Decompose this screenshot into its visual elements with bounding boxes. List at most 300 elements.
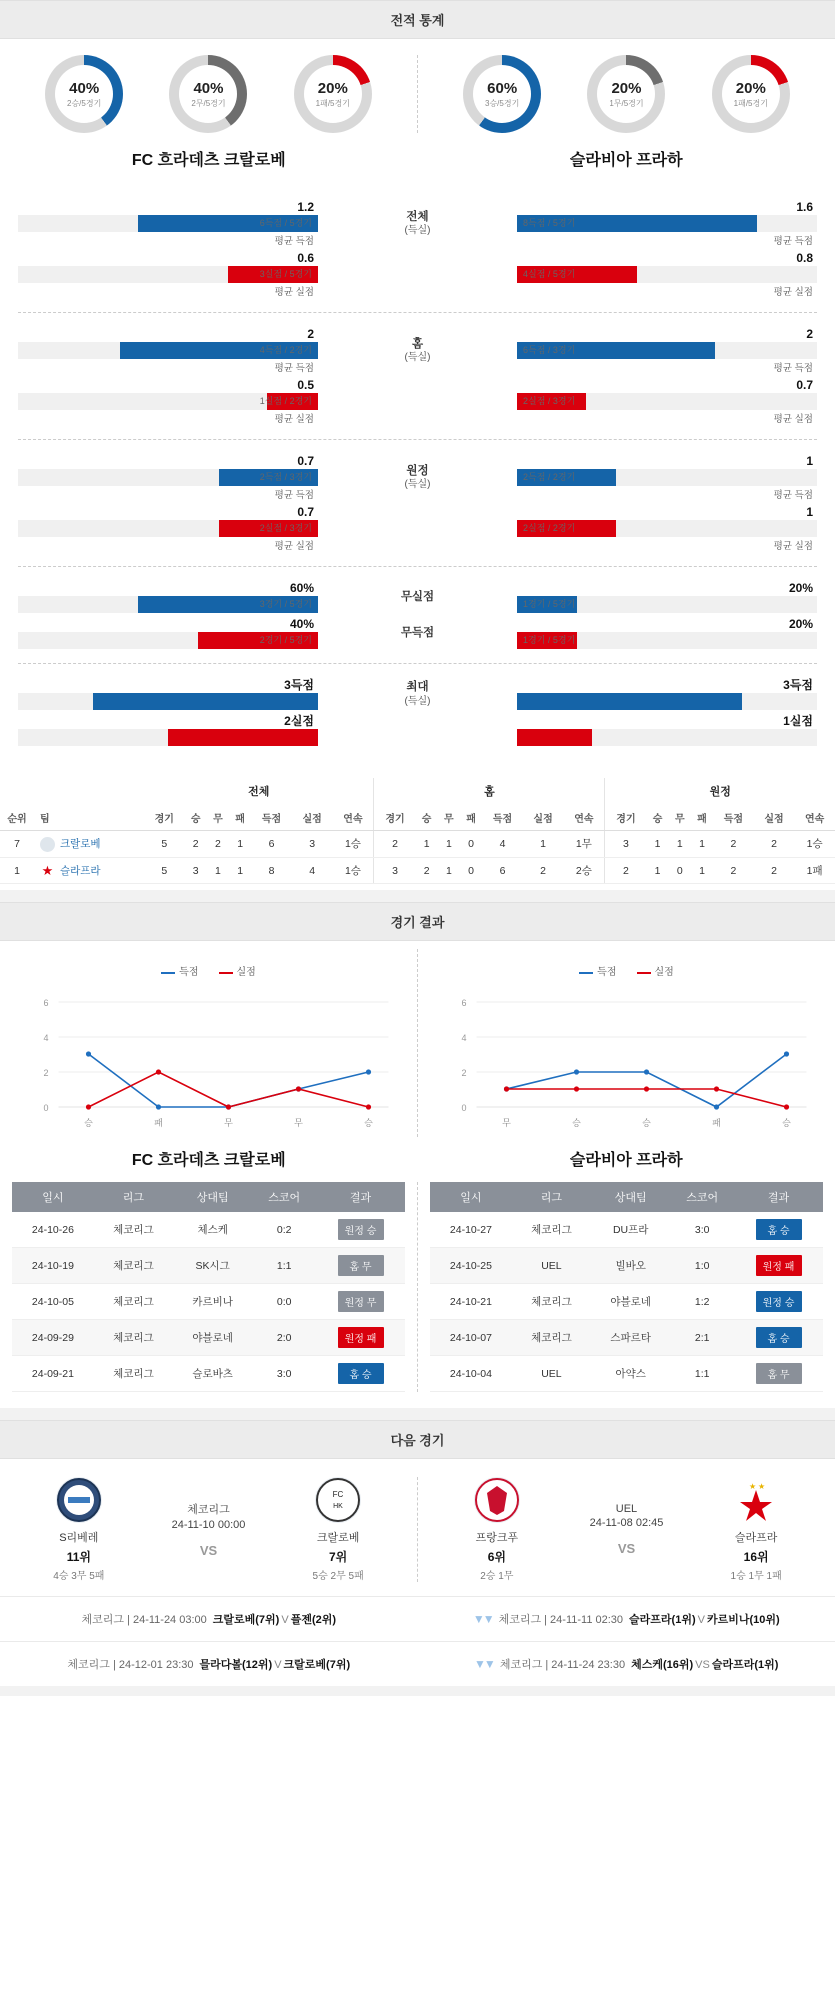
- next-away-team[interactable]: ★ ★ 슬라프라 16위 1승 1무 1패: [696, 1477, 816, 1582]
- cell-league: 체코리그: [94, 1320, 173, 1356]
- svg-text:무: 무: [224, 1118, 233, 1129]
- cell-score: 0:0: [252, 1284, 316, 1320]
- cell: 4: [292, 857, 333, 884]
- cmp-right: [517, 327, 817, 374]
- upcoming-away: 크랄로베(7위): [283, 1659, 351, 1672]
- cmp-caption: 평균 득점: [274, 236, 314, 247]
- cmp-bar-label: 6득점 / 3경기: [523, 345, 576, 355]
- cmp-group-overall: [18, 186, 817, 312]
- cell: 2: [754, 831, 795, 858]
- cell: 2: [416, 857, 438, 884]
- standings-table-wrap: [0, 768, 835, 890]
- col-result: 결과: [316, 1182, 405, 1212]
- svg-text:무: 무: [502, 1118, 511, 1129]
- cmp-right: [517, 581, 817, 613]
- col-date: 일시: [12, 1182, 94, 1212]
- svg-text:패: 패: [712, 1118, 721, 1129]
- cell: 0: [669, 857, 691, 884]
- donut-sub: 1패/5경기: [315, 98, 350, 108]
- cmp-left: [18, 454, 318, 501]
- next-home-team[interactable]: 프랑크푸 6위 2승 1무: [437, 1477, 557, 1582]
- upcoming-right[interactable]: [418, 1611, 835, 1627]
- cmp-value: 2: [307, 327, 314, 341]
- cell-date: 24-10-26: [12, 1212, 94, 1248]
- cmp-bar-track: [517, 393, 817, 410]
- svg-text:FC: FC: [332, 1490, 344, 1500]
- team-name-row: [0, 137, 835, 186]
- cmp-group-cleansheet: [18, 566, 817, 663]
- cmp-value: 0.7: [297, 505, 314, 519]
- cmp-caption: 평균 득점: [773, 363, 813, 374]
- cmp-bar-track: [18, 266, 318, 283]
- cmp-caption: 평균 득점: [274, 490, 314, 501]
- cmp-group-home: [18, 312, 817, 439]
- cell-date: 24-09-21: [12, 1356, 94, 1392]
- cell: 3: [292, 831, 333, 858]
- upcoming-meta: 체코리그 | 24-12-01 23:30: [67, 1659, 194, 1672]
- cell: 1: [416, 831, 438, 858]
- cell-opponent: 야블로네: [173, 1320, 252, 1356]
- cell: 5: [144, 831, 185, 858]
- cmp-value: 0.5: [297, 378, 314, 392]
- cell: 1: [646, 831, 668, 858]
- cmp-bar-label: 1실점 / 2경기: [259, 396, 312, 406]
- legend-item-conceded: 실점: [219, 963, 256, 978]
- list-item[interactable]: [12, 1320, 405, 1356]
- list-item[interactable]: [430, 1212, 823, 1248]
- cell-result: [734, 1212, 823, 1248]
- cmp-value: 0.7: [796, 378, 813, 392]
- donut-sub: 2무/5경기: [191, 98, 226, 108]
- col-home-l: 패: [460, 805, 482, 831]
- cell-date: 24-10-19: [12, 1248, 94, 1284]
- cell-opponent: 아약스: [591, 1356, 670, 1392]
- cmp-value: 2실점: [284, 714, 314, 728]
- cell: 2승: [563, 857, 605, 884]
- cmp-bar-label: 1경기 / 5경기: [523, 635, 576, 645]
- cell-opponent: SK시그: [173, 1248, 252, 1284]
- cmp-mid-label: 최대 (득실): [404, 681, 431, 707]
- list-item[interactable]: [430, 1356, 823, 1392]
- svg-text:승: 승: [642, 1118, 651, 1129]
- cmp-right: [517, 454, 817, 501]
- cell-date: 24-10-05: [12, 1284, 94, 1320]
- chevron-down-icon: ▼▼: [472, 1612, 493, 1627]
- team-cell[interactable]: [34, 857, 144, 884]
- cell: 8: [251, 857, 292, 884]
- svg-text:패: 패: [154, 1118, 163, 1129]
- col-score: 스코어: [252, 1182, 316, 1212]
- team-cell[interactable]: [34, 831, 144, 858]
- upcoming-match: [213, 1611, 336, 1627]
- cmp-bar-track: [517, 693, 817, 710]
- cell: 1승: [332, 857, 374, 884]
- cmp-caption: 평균 실점: [773, 287, 813, 298]
- cmp-bar-label: 3경기 / 5경기: [259, 599, 312, 609]
- cell: 2: [605, 857, 647, 884]
- donut-group-away: [418, 55, 835, 133]
- cell: 1: [207, 857, 229, 884]
- shield-icon: [40, 837, 55, 852]
- cmp-value: 1.6: [796, 200, 813, 214]
- cmp-value: 0.6: [297, 251, 314, 265]
- cell-score: 3:0: [252, 1356, 316, 1392]
- svg-text:승: 승: [364, 1118, 373, 1129]
- status-badge: 원정 승: [756, 1291, 802, 1312]
- cell: 0: [460, 831, 482, 858]
- cmp-bar-track: [517, 342, 817, 359]
- cmp-right: [517, 200, 817, 247]
- cell: 3: [185, 857, 207, 884]
- upcoming-right[interactable]: [418, 1656, 835, 1672]
- cell-score: 0:2: [252, 1212, 316, 1248]
- upcoming-vs: V: [274, 1659, 282, 1672]
- result-team-away: 슬라비아 프라하: [569, 1152, 683, 1170]
- cmp-left: [18, 505, 318, 552]
- cmp-bar-track: [18, 469, 318, 486]
- cmp-caption: 평균 실점: [274, 541, 314, 552]
- col-all-gf: 득점: [251, 805, 292, 831]
- cmp-left: [18, 327, 318, 374]
- cmp-left: [18, 714, 318, 746]
- cmp-left: [18, 678, 318, 710]
- col-rank: 순위: [0, 805, 34, 831]
- match-table-away-wrap: [418, 1182, 835, 1392]
- donut-sub: 3승/5경기: [485, 98, 520, 108]
- upcoming-left[interactable]: [0, 1611, 418, 1627]
- col-home-w: 승: [416, 805, 438, 831]
- donut-group-home: [0, 55, 417, 133]
- cmp-bar-label: 2실점 / 2경기: [523, 523, 576, 533]
- star-icon: ★: [41, 863, 54, 879]
- cmp-left: [18, 617, 318, 649]
- upcoming-match: [199, 1656, 350, 1672]
- cell-result: [316, 1212, 405, 1248]
- list-item[interactable]: [12, 1248, 405, 1284]
- upcoming-row[interactable]: [0, 1596, 835, 1641]
- cmp-value: 0.8: [796, 251, 813, 265]
- upcoming-left[interactable]: [0, 1656, 418, 1672]
- list-item[interactable]: [430, 1248, 823, 1284]
- line-chart-away: [428, 982, 825, 1132]
- table-row[interactable]: [0, 857, 835, 884]
- cell-opponent: 야블로네: [591, 1284, 670, 1320]
- cell: 1: [523, 831, 564, 858]
- cmp-value: 1: [806, 505, 813, 519]
- cmp-bar-track: [18, 693, 318, 710]
- svg-text:HK: HK: [333, 1503, 344, 1511]
- section-header-next: 다음 경기: [0, 1420, 835, 1459]
- cmp-group-max: [18, 663, 817, 760]
- cell: 4: [482, 831, 523, 858]
- cell: 3: [605, 831, 647, 858]
- cell: 2: [523, 857, 564, 884]
- donut-home-draw: [169, 55, 247, 133]
- cell: 1: [669, 831, 691, 858]
- donut-sub: 1무/5경기: [609, 98, 644, 108]
- col-league: 리그: [512, 1182, 591, 1212]
- cell-score: 1:1: [670, 1356, 734, 1392]
- cmp-bar-track: [517, 215, 817, 232]
- match-table-home-wrap: [0, 1182, 417, 1392]
- svg-text:무: 무: [294, 1118, 303, 1129]
- cmp-value: 40%: [289, 617, 314, 631]
- team-name-away: 슬라비아 프라하: [569, 152, 683, 169]
- cmp-caption: 평균 실점: [274, 414, 314, 425]
- cell: 6: [482, 857, 523, 884]
- cell-opponent: DU프라: [591, 1212, 670, 1248]
- col-away-streak: 연속: [794, 805, 835, 831]
- cell-date: 24-10-25: [430, 1248, 512, 1284]
- upcoming-away: 슬라프라(1위): [711, 1659, 779, 1672]
- status-badge: 홈 승: [756, 1327, 802, 1348]
- team-label: 슬라프라: [60, 864, 101, 877]
- cmp-left: [18, 200, 318, 247]
- cmp-right: [517, 714, 817, 746]
- cell: 1: [229, 831, 251, 858]
- upcoming-match: [631, 1656, 778, 1672]
- cmp-value: 3득점: [783, 678, 813, 692]
- cmp-value: 3득점: [284, 678, 314, 692]
- list-item[interactable]: [430, 1284, 823, 1320]
- cmp-caption: 평균 실점: [773, 541, 813, 552]
- col-away-l: 패: [691, 805, 713, 831]
- legend: [428, 955, 825, 982]
- col-all-l: 패: [229, 805, 251, 831]
- cell: 2: [185, 831, 207, 858]
- cell: 3: [374, 857, 416, 884]
- cmp-bar-label: 2실점 / 3경기: [259, 523, 312, 533]
- svg-text:4: 4: [43, 1033, 49, 1044]
- cmp-value: 2: [806, 327, 813, 341]
- footer-gap: [0, 1686, 835, 1696]
- cell: 2: [713, 831, 754, 858]
- result-chart-home: [0, 949, 417, 1137]
- cell-opponent: 체스케: [173, 1212, 252, 1248]
- cell: 6: [251, 831, 292, 858]
- cmp-bar-label: 6득점 / 5경기: [259, 218, 312, 228]
- list-item[interactable]: [430, 1320, 823, 1356]
- cell-league: 체코리그: [94, 1212, 173, 1248]
- upcoming-meta: 체코리그 | 24-11-24 23:30: [499, 1659, 626, 1672]
- cmp-bar-label: 2득점 / 2경기: [523, 472, 576, 482]
- cell: 1: [438, 831, 460, 858]
- status-badge: 원정 승: [338, 1219, 384, 1240]
- cmp-right: [517, 251, 817, 298]
- cmp-bar-track: [517, 729, 817, 746]
- cell-league: 체코리그: [512, 1320, 591, 1356]
- standings-group-away: 원정: [605, 778, 835, 805]
- cell-score: 3:0: [670, 1212, 734, 1248]
- donut-pct: 20%: [735, 79, 766, 97]
- cell: 2: [207, 831, 229, 858]
- next-matches: [0, 1459, 835, 1596]
- slavia-crest-icon: [733, 1477, 779, 1523]
- cmp-bar-track: [18, 632, 318, 649]
- cell: 5: [144, 857, 185, 884]
- list-item[interactable]: [12, 1212, 405, 1248]
- cmp-mid-label: 원정 (득실): [404, 464, 431, 491]
- cmp-bar-track: [517, 266, 817, 283]
- col-home-gf: 득점: [482, 805, 523, 831]
- match-table-away: [430, 1182, 823, 1392]
- cmp-left: [18, 378, 318, 425]
- cell-opponent: 카르비나: [173, 1284, 252, 1320]
- col-all-gp: 경기: [144, 805, 185, 831]
- cmp-right: [517, 505, 817, 552]
- cmp-caption: 평균 득점: [773, 236, 813, 247]
- comparison-bars: [0, 186, 835, 768]
- cmp-right: [517, 678, 817, 710]
- cell-score: 2:0: [252, 1320, 316, 1356]
- svg-text:6: 6: [43, 998, 49, 1009]
- cell-date: 24-10-04: [430, 1356, 512, 1392]
- cmp-mid-label: 전체 (득실): [404, 210, 431, 237]
- cmp-bar-label: 2경기 / 5경기: [259, 635, 312, 645]
- cell-score: 1:1: [252, 1248, 316, 1284]
- donut-away-win: [463, 55, 541, 133]
- band-gap: [0, 890, 835, 902]
- donut-away-draw: [587, 55, 665, 133]
- col-home-gp: 경기: [374, 805, 416, 831]
- cmp-bar-track: [517, 596, 817, 613]
- cell-result: [734, 1248, 823, 1284]
- donut-pct: 60%: [487, 79, 518, 97]
- standings-table: [0, 778, 835, 884]
- cmp-mid-label: 홈 (득실): [404, 337, 431, 364]
- upcoming-home: 믈라다볼(12위): [199, 1659, 273, 1672]
- upcoming-vs: V: [281, 1614, 289, 1627]
- col-home-streak: 연속: [563, 805, 605, 831]
- cmp-value: 20%: [788, 581, 813, 595]
- col-away-gp: 경기: [605, 805, 647, 831]
- liberec-crest-icon: [56, 1477, 102, 1523]
- col-away-w: 승: [646, 805, 668, 831]
- donut-pct: 40%: [69, 79, 100, 97]
- match-table-home: [12, 1182, 405, 1392]
- svg-text:2: 2: [461, 1068, 467, 1079]
- cell-league: 체코리그: [94, 1356, 173, 1392]
- standings-group-all: 전체: [248, 786, 270, 798]
- section-header-stats: 전적 통계: [0, 0, 835, 39]
- cmp-caption: 평균 득점: [773, 490, 813, 501]
- cell-score: 1:2: [670, 1284, 734, 1320]
- next-match-info: 체코리그 24-11-10 00:00 VS: [171, 1504, 246, 1559]
- cell: 1무: [563, 831, 605, 858]
- cell-result: [316, 1248, 405, 1284]
- cell-league: 체코리그: [94, 1248, 173, 1284]
- cmp-left: [18, 251, 318, 298]
- col-all-ga: 실점: [292, 805, 333, 831]
- cell-date: 24-09-29: [12, 1320, 94, 1356]
- col-team: 팀: [34, 805, 144, 831]
- svg-text:2: 2: [43, 1068, 49, 1079]
- col-result: 결과: [734, 1182, 823, 1212]
- cell-date: 24-10-07: [430, 1320, 512, 1356]
- list-item[interactable]: [12, 1356, 405, 1392]
- table-row[interactable]: [0, 831, 835, 858]
- col-away-gf: 득점: [713, 805, 754, 831]
- cell-league: 체코리그: [512, 1212, 591, 1248]
- upcoming-vs: VS: [695, 1659, 710, 1672]
- cmp-bar-label: 8득점 / 5경기: [523, 218, 576, 228]
- col-away-ga: 실점: [754, 805, 795, 831]
- cell-result: [316, 1356, 405, 1392]
- chevron-down-icon: ▼▼: [474, 1657, 494, 1672]
- list-item[interactable]: [12, 1284, 405, 1320]
- next-home-team[interactable]: S리베레 11위 4승 3무 5패: [19, 1477, 139, 1582]
- cell-opponent: 빌바오: [591, 1248, 670, 1284]
- legend-item-goals: 득점: [161, 963, 198, 978]
- upcoming-away: 플젠(2위): [290, 1614, 337, 1627]
- cell-result: [316, 1320, 405, 1356]
- next-away-team[interactable]: FC HK 크랄로베 7위 5승 2무 5패: [278, 1477, 398, 1582]
- cell-league: 체코리그: [94, 1284, 173, 1320]
- svg-text:승: 승: [782, 1118, 791, 1129]
- cell-score: 2:1: [670, 1320, 734, 1356]
- results-charts: [0, 941, 835, 1137]
- upcoming-home: 체스케(16위): [631, 1659, 694, 1672]
- next-match-right[interactable]: [418, 1477, 835, 1582]
- legend: [10, 955, 407, 982]
- cell: 1: [229, 857, 251, 884]
- cell-date: 24-10-27: [430, 1212, 512, 1248]
- team-name-home: FC 흐라데츠 크랄로베: [131, 152, 286, 169]
- cmp-caption: 평균 실점: [274, 287, 314, 298]
- upcoming-match: [629, 1611, 780, 1627]
- cmp-value: 60%: [289, 581, 314, 595]
- next-match-left[interactable]: [0, 1477, 417, 1582]
- cmp-bar-label: 1경기 / 5경기: [523, 599, 576, 609]
- cmp-bar-label: 4득점 / 2경기: [259, 345, 312, 355]
- status-badge: 홈 무: [338, 1255, 384, 1276]
- upcoming-home: 크랄로베(7위): [212, 1614, 280, 1627]
- status-badge: 홈 승: [756, 1219, 802, 1240]
- donut-pct: 20%: [611, 79, 642, 97]
- upcoming-home: 슬라프라(1위): [629, 1614, 696, 1627]
- cmp-bar-label: 3실점 / 5경기: [259, 269, 312, 279]
- cmp-caption: 평균 실점: [773, 414, 813, 425]
- rank-cell: 7: [0, 831, 34, 858]
- cmp-mid-label: 무실점: [400, 590, 435, 603]
- cell-league: UEL: [512, 1356, 591, 1392]
- donut-summary: [0, 39, 835, 137]
- svg-text:★: ★: [758, 1482, 766, 1492]
- legend-item-conceded: 실점: [637, 963, 674, 978]
- cell-result: [734, 1320, 823, 1356]
- upcoming-row[interactable]: [0, 1641, 835, 1686]
- svg-text:0: 0: [43, 1103, 49, 1114]
- cell: 1: [646, 857, 668, 884]
- donut-away-loss: [712, 55, 790, 133]
- cmp-bar-track: [18, 596, 318, 613]
- col-score: 스코어: [670, 1182, 734, 1212]
- col-all-w: 승: [185, 805, 207, 831]
- donut-sub: 2승/5경기: [67, 98, 102, 108]
- upcoming-away: 카르비나(10위): [706, 1614, 780, 1627]
- cell: 2: [754, 857, 795, 884]
- cmp-value: 20%: [788, 617, 813, 631]
- line-chart-home: [10, 982, 407, 1132]
- cell: 1: [691, 857, 713, 884]
- svg-text:승: 승: [84, 1118, 93, 1129]
- cell: 1: [691, 831, 713, 858]
- hradec-crest-icon: [315, 1477, 361, 1523]
- next-match-info: UEL 24-11-08 02:45 VS: [589, 1503, 664, 1557]
- cell-result: [734, 1284, 823, 1320]
- status-badge: 원정 패: [756, 1255, 802, 1276]
- cell: 2: [374, 831, 416, 858]
